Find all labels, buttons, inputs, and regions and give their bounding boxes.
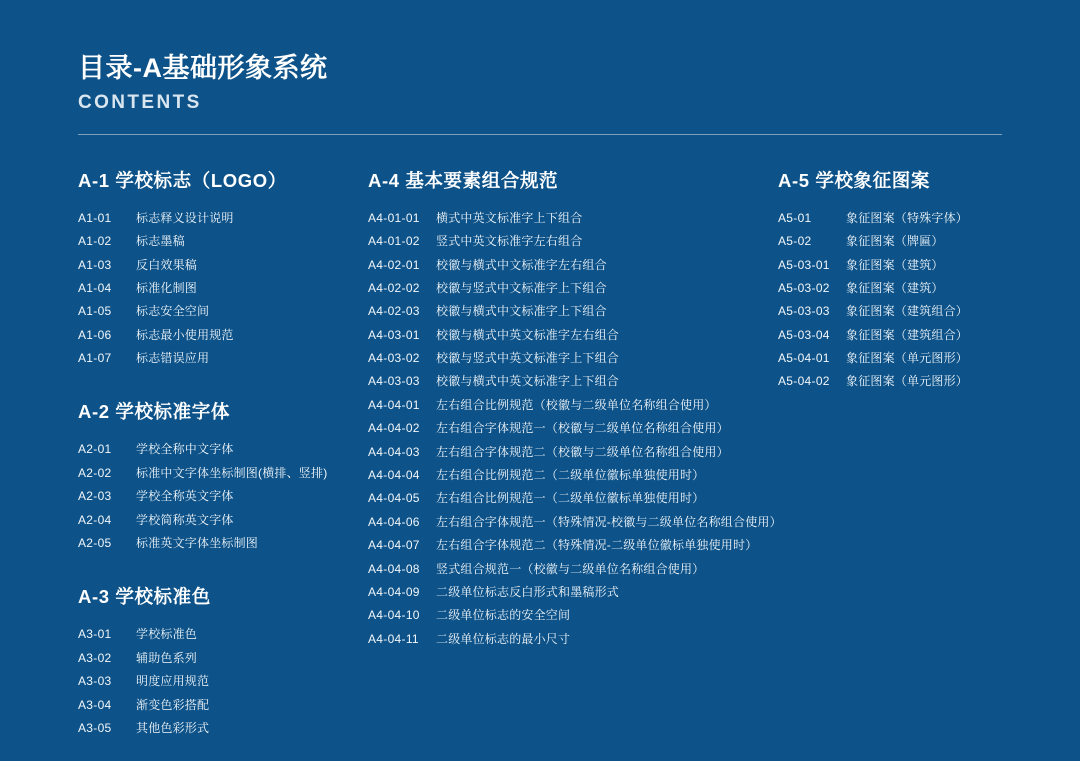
toc-entry[interactable] [778,230,1002,253]
entry-label: 象征图案（建筑组合） [846,327,969,342]
toc-entry[interactable] [368,534,778,557]
entry-code: A5-03-03 [778,304,830,319]
entry-code: A2-02 [78,465,112,480]
entry-label: 左右组合字体规范二（特殊情况-二级单位徽标单独使用时） [436,538,758,553]
entry-label: 校徽与横式中英文标准字左右组合 [436,327,620,342]
entry-label: 象征图案（建筑组合） [846,304,969,319]
toc-entry[interactable] [78,438,368,461]
toc-entry[interactable] [368,441,778,464]
entry-code: A3-03 [78,674,112,689]
toc-entry[interactable] [778,370,1002,393]
toc-entry[interactable] [368,347,778,370]
toc-entry[interactable] [368,277,778,300]
entry-code: A4-03-01 [368,327,420,342]
entry-label: 学校全称中文字体 [136,442,234,457]
contents-column-3 [778,167,1002,741]
toc-entry[interactable] [368,464,778,487]
toc-entry[interactable] [78,717,368,740]
entry-code: A5-03-01 [778,257,830,272]
entry-label: 标志释义设计说明 [136,210,234,225]
entry-code: A4-03-03 [368,374,420,389]
entry-code: A4-04-03 [368,444,420,459]
entry-code: A4-04-06 [368,514,420,529]
entry-label: 横式中英文标准字上下组合 [436,210,583,225]
entry-label: 左右组合比例规范二（二级单位徽标单独使用时） [436,468,705,483]
toc-entry[interactable] [78,485,368,508]
toc-entry[interactable] [368,394,778,417]
entry-label: 左右组合字体规范一（校徽与二级单位名称组合使用） [436,421,729,436]
section-heading-a3: A-3 学校标准色 [78,586,211,608]
toc-entry[interactable] [778,347,1002,370]
toc-entry[interactable] [78,462,368,485]
toc-entry[interactable] [78,324,368,347]
toc-entry[interactable] [78,300,368,323]
entry-label: 象征图案（单元图形） [846,351,969,366]
entry-code: A4-03-02 [368,351,420,366]
entry-label: 标志错误应用 [136,351,210,366]
section-heading-a1: A-1 学校标志（LOGO） [78,169,287,191]
toc-entry[interactable] [78,347,368,370]
entry-label: 象征图案（建筑） [846,280,944,295]
entry-code: A2-03 [78,489,112,504]
entry-code: A1-05 [78,304,112,319]
entry-label: 竖式组合规范一（校徽与二级单位名称组合使用） [436,561,705,576]
page-title: 目录-A基础形象系统 [78,53,328,83]
entry-code: A5-01 [778,210,812,225]
header-divider [78,134,1002,135]
entry-code: A1-03 [78,257,112,272]
entry-label: 渐变色彩搭配 [136,697,210,712]
toc-entry[interactable] [78,623,368,646]
entry-label: 其他色彩形式 [136,721,210,735]
entry-code: A1-02 [78,234,112,249]
entry-label: 左右组合比例规范（校徽与二级单位名称组合使用） [436,397,717,412]
toc-entry[interactable] [78,532,368,555]
section-a2 [78,398,368,555]
entry-label: 辅助色系列 [136,650,198,665]
entry-label: 校徽与竖式中英文标准字上下组合 [436,351,620,366]
toc-entry[interactable] [778,207,1002,230]
entry-code: A4-02-02 [368,280,420,295]
entry-code: A1-01 [78,210,112,225]
toc-entry[interactable] [78,207,368,230]
entry-label: 象征图案（建筑） [846,257,944,272]
section-a5 [778,167,1002,394]
entry-label: 象征图案（单元图形） [846,374,969,389]
toc-entry[interactable] [368,487,778,510]
entry-code: A4-02-01 [368,257,420,272]
entry-label: 校徽与横式中英文标准字上下组合 [436,374,620,389]
entry-label: 左右组合字体规范一（特殊情况-校徽与二级单位名称组合使用） [436,514,782,529]
entry-code: A1-06 [78,327,112,342]
toc-entry[interactable] [78,670,368,693]
toc-entry[interactable] [368,604,778,627]
entry-code: A4-04-11 [368,631,419,646]
toc-entry[interactable] [778,324,1002,347]
entry-label: 校徽与竖式中文标准字上下组合 [436,280,607,295]
entry-label: 象征图案（牌匾） [846,234,944,249]
entry-label: 标准化制图 [136,280,198,295]
entry-label: 二级单位标志的最小尺寸 [436,631,571,646]
entry-label: 左右组合比例规范一（二级单位徽标单独使用时） [436,491,705,506]
entry-label: 标志最小使用规范 [136,327,234,342]
toc-entry[interactable] [368,254,778,277]
entry-code: A2-04 [78,512,112,527]
contents-column-1 [78,167,368,741]
entry-label: 标志安全空间 [136,304,210,319]
entry-label: 标志墨稿 [136,234,185,249]
entry-code: A2-05 [78,536,112,551]
entry-code: A3-05 [78,721,112,735]
entry-code: A5-04-01 [778,351,830,366]
toc-entry[interactable] [368,581,778,604]
toc-entry[interactable] [368,628,778,651]
entry-code: A4-04-10 [368,608,420,623]
entry-code: A4-04-08 [368,561,420,576]
entry-code: A3-04 [78,697,112,712]
toc-entry[interactable] [78,254,368,277]
toc-entry[interactable] [78,509,368,532]
section-a3 [78,583,368,740]
entry-code: A4-04-01 [368,397,420,412]
toc-entry[interactable] [368,370,778,393]
toc-entry[interactable] [368,300,778,323]
contents-column-2 [368,167,782,741]
entry-code: A4-02-03 [368,304,420,319]
toc-entry[interactable] [368,324,778,347]
toc-entry[interactable] [78,694,368,717]
toc-entry[interactable] [778,254,1002,277]
contents-columns [78,167,1002,741]
entry-label: 校徽与横式中文标准字左右组合 [436,257,607,272]
section-heading-a2: A-2 学校标准字体 [78,401,230,423]
entry-label: 明度应用规范 [136,674,210,689]
toc-entry[interactable] [778,277,1002,300]
entry-code: A5-02 [778,234,812,249]
entry-code: A4-01-01 [368,210,420,225]
entry-label: 学校简称英文字体 [136,512,234,527]
entry-code: A3-02 [78,650,112,665]
entry-label: 校徽与横式中文标准字上下组合 [436,304,607,319]
entry-label: 左右组合字体规范二（校徽与二级单位名称组合使用） [436,444,729,459]
section-a1 [78,167,368,371]
entry-code: A1-04 [78,280,112,295]
toc-entry[interactable] [368,230,778,253]
entry-label: 反白效果稿 [136,257,198,272]
entry-label: 竖式中英文标准字左右组合 [436,234,583,249]
title-block [78,52,1002,114]
entry-code: A1-07 [78,351,112,366]
entry-code: A5-03-02 [778,280,830,295]
toc-entry[interactable] [78,230,368,253]
entry-label: 二级单位标志反白形式和墨稿形式 [436,585,620,599]
toc-entry[interactable] [78,277,368,300]
entry-label: 学校标准色 [136,627,198,642]
toc-entry[interactable] [368,417,778,440]
entry-code: A5-03-04 [778,327,830,342]
entry-code: A4-01-02 [368,234,420,249]
section-heading-a5: A-5 学校象征图案 [778,169,930,191]
section-heading-a4: A-4 基本要素组合规范 [368,169,559,191]
toc-entry[interactable] [78,647,368,670]
toc-entry[interactable] [368,207,778,230]
toc-entry[interactable] [368,558,778,581]
entry-label: 二级单位标志的安全空间 [436,608,571,623]
entry-code: A4-04-07 [368,538,420,553]
entry-label: 标准中文字体坐标制图(横排、竖排) [136,465,328,480]
entry-code: A4-04-02 [368,421,420,436]
page-subtitle: CONTENTS [78,91,202,113]
entry-label: 象征图案（特殊字体） [846,210,969,225]
entry-code: A3-01 [78,627,112,642]
toc-entry[interactable] [368,511,782,534]
entry-code: A2-01 [78,442,112,457]
entry-code: A4-04-04 [368,468,420,483]
section-a4 [368,167,782,651]
entry-label: 标准英文字体坐标制图 [136,536,259,551]
entry-code: A4-04-09 [368,585,420,599]
entry-code: A5-04-02 [778,374,830,389]
toc-entry[interactable] [778,300,1002,323]
entry-code: A4-04-05 [368,491,420,506]
entry-label: 学校全称英文字体 [136,489,234,504]
